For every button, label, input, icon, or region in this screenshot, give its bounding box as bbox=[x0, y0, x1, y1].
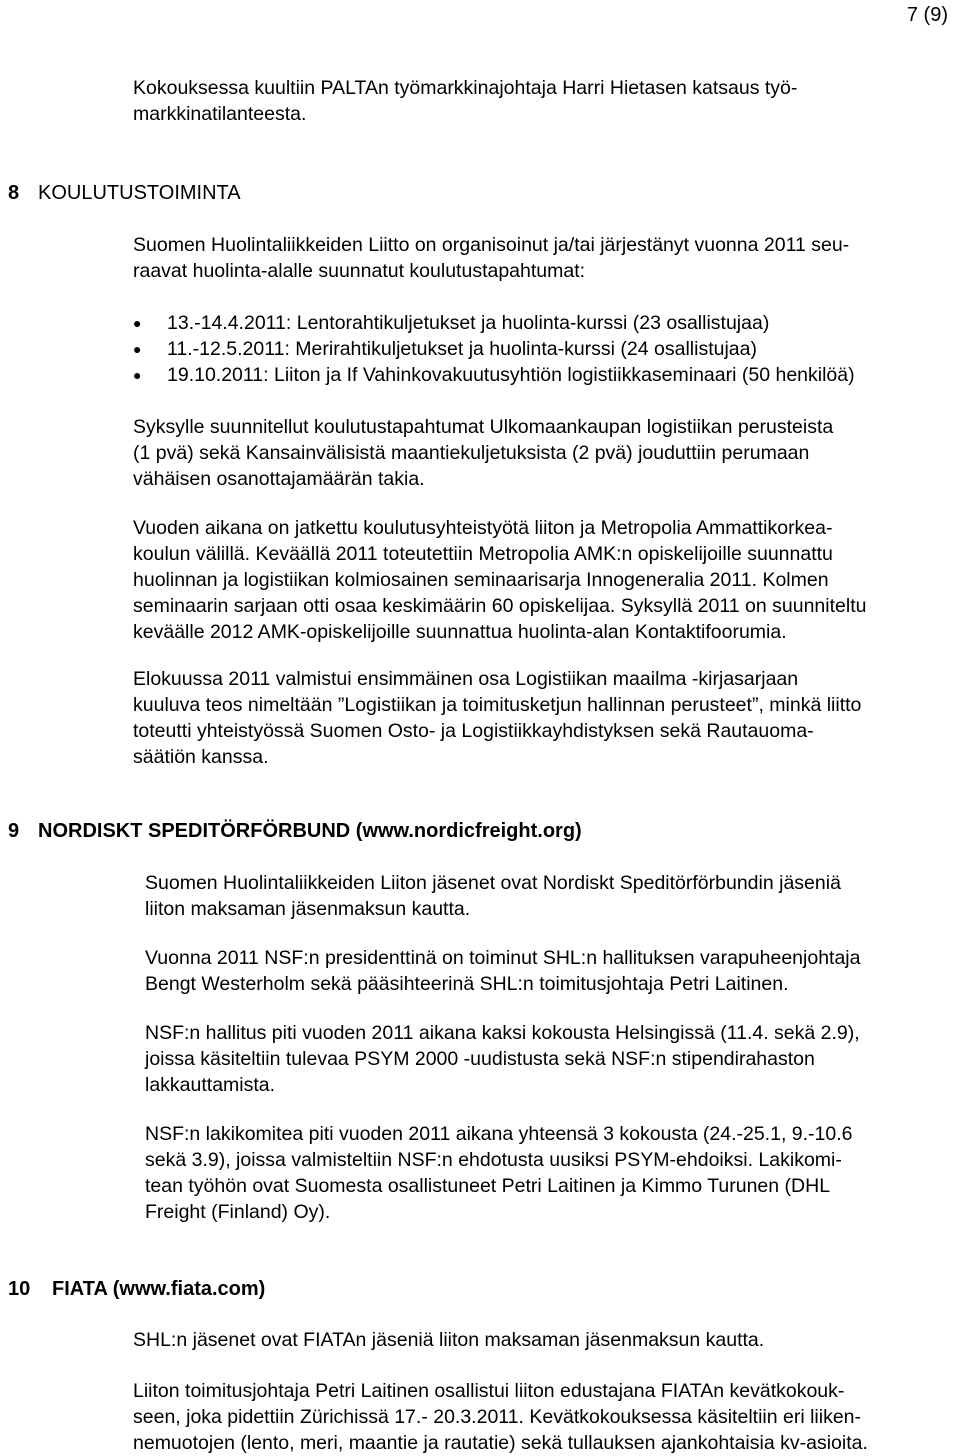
section-9-paragraph-3: NSF:n hallitus piti vuoden 2011 aikana kaksi kokousta Helsingissä (11.4. sekä 2.9), joissa käsiteltiin tulevaa PSYM 2000 -uudistusta sekä NSF:n stipendirahaston lakkauttamista. bbox=[145, 1022, 860, 1096]
bullet-item bbox=[0, 362, 960, 388]
section-8-paragraph-3: Vuoden aikana on jatkettu koulutusyhteistyötä liiton ja Metropolia Ammattikorkea- koulun välillä. Keväällä 2011 toteutettiin Metropolia AMK:n opiskelijoille suunnattu huolinnan ja logistiikan kolmiosainen seminaarisarja Innogeneralia 2011. Kolmen seminaarin sarjaan otti osaa keskimäärin 60 opiskelijaa. Syksyllä 2011 on suunniteltu keväälle 2012 AMK-opiskelijoille suunnattua huolinta-alan Kontaktifoorumia. bbox=[133, 517, 867, 643]
section-8-paragraph-4: Elokuussa 2011 valmistui ensimmäinen osa Logistiikan maailma -kirjasarjaan kuuluva teos nimeltään ”Logistiikan ja toimitusketjun hallinnan perusteet”, minkä liitto toteutti yhteistyössä Suomen Osto- ja Logistiikkayhdistyksen sekä Rautauoma- säätiön kanssa. bbox=[133, 668, 862, 768]
section-9-title: NORDISKT SPEDITÖRFÖRBUND (www.nordicfreight.org) bbox=[38, 820, 582, 842]
bullet-text: 13.-14.4.2011: Lentorahtikuljetukset ja huolinta-kurssi (23 osallistujaa) bbox=[167, 312, 770, 334]
section-10-number: 10 bbox=[8, 1278, 31, 1300]
intro-paragraph: Kokouksessa kuultiin PALTAn työmarkkinajohtaja Harri Hietasen katsaus työ- markkinatilanteesta. bbox=[133, 77, 798, 125]
bullet-dot-icon: ● bbox=[133, 315, 142, 331]
section-9-number: 9 bbox=[8, 820, 20, 842]
section-8-number: 8 bbox=[8, 182, 20, 204]
section-10-paragraph-1: SHL:n jäsenet ovat FIATAn jäseniä liiton maksaman jäsenmaksun kautta. bbox=[133, 1329, 765, 1351]
section-8-paragraph-1: Suomen Huolintaliikkeiden Liitto on organisoinut ja/tai järjestänyt vuonna 2011 seu- raavat huolinta-alalle suunnatut koulutustapahtumat: bbox=[133, 234, 850, 282]
section-9-paragraph-1: Suomen Huolintaliikkeiden Liiton jäsenet ovat Nordiskt Speditörförbundin jäseniä liiton maksaman jäsenmaksun kautta. bbox=[145, 872, 841, 920]
section-9-paragraph-4: NSF:n lakikomitea piti vuoden 2011 aikana yhteensä 3 kokousta (24.-25.1, 9.-10.6 sekä 3.9), joissa valmisteltiin NSF:n ehdotusta uusiksi PSYM-ehdoiksi. Lakikomi- tean työhön ovat Suomesta osallistuneet Petri Laitinen ja Kimmo Turunen (DHL Freight (Finland) Oy). bbox=[145, 1123, 853, 1223]
section-8-title: KOULUTUSTOIMINTA bbox=[38, 182, 241, 204]
bullet-text: 19.10.2011: Liiton ja If Vahinkovakuutusyhtiön logistiikkaseminaari (50 henkilöä) bbox=[167, 364, 855, 386]
bullet-dot-icon: ● bbox=[133, 367, 142, 383]
section-8-paragraph-2: Syksylle suunnitellut koulutustapahtumat Ulkomaankaupan logistiikan perusteista (1 pvä) sekä Kansainvälisistä maantiekuljetuksista (2 pvä) jouduttiin perumaan vähäisen osanottajamäärän takia. bbox=[133, 416, 834, 490]
section-9-paragraph-2: Vuonna 2011 NSF:n presidenttinä on toiminut SHL:n hallituksen varapuheenjohtaja Bengt Westerholm sekä pääsihteerinä SHL:n toimitusjohtaja Petri Laitinen. bbox=[145, 947, 861, 995]
page-number: 7 (9) bbox=[906, 4, 948, 26]
bullet-text: 11.-12.5.2011: Merirahtikuljetukset ja huolinta-kurssi (24 osallistujaa) bbox=[167, 338, 757, 360]
bullet-dot-icon: ● bbox=[133, 341, 142, 357]
section-10-paragraph-2: Liiton toimitusjohtaja Petri Laitinen osallistui liiton edustajana FIATAn kevätkokouk- seen, joka pidettiin Zürichissä 17.- 20.3.2011. Kevätkokouksessa käsiteltiin eri liiken- nemuotojen (lento, meri, maantie ja rautatie) sekä tullauksen ajankohtaisia kv-asioita. bbox=[133, 1380, 868, 1454]
bullet-item bbox=[0, 310, 960, 336]
section-10-title: FIATA (www.fiata.com) bbox=[52, 1278, 266, 1300]
bullet-item bbox=[0, 336, 960, 362]
